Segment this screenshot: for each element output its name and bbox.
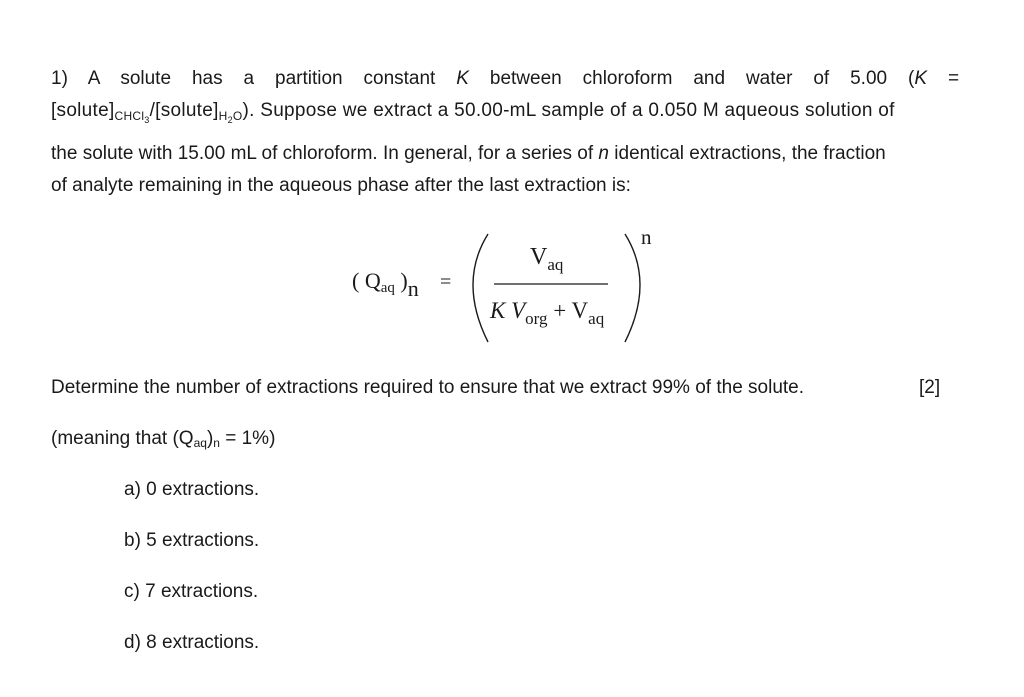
line1-word: (K bbox=[908, 68, 928, 89]
question-line-2: $[solute]_{CHCl_3}/[solute]_{H_2O}$). Suppose we extract a 50.00-mL sample of a 0.050 M aqueous solution of bbox=[51, 100, 895, 125]
line1-word: A bbox=[87, 68, 100, 89]
line1-word: = bbox=[947, 68, 960, 89]
formula-right-paren bbox=[625, 234, 640, 342]
line1-word: constant bbox=[363, 68, 436, 89]
extraction-formula bbox=[340, 222, 670, 352]
line1-word: water bbox=[745, 68, 793, 89]
option-d[interactable]: d) 8 extractions. bbox=[124, 632, 260, 653]
line1-word: chloroform bbox=[582, 68, 673, 89]
line1-word: has bbox=[191, 68, 223, 89]
formula-equals: = bbox=[440, 271, 452, 293]
line1-word: of bbox=[813, 68, 830, 89]
formula-exponent: n bbox=[641, 225, 652, 249]
option-b[interactable]: b) 5 extractions. bbox=[124, 530, 260, 551]
line1-word: 1) bbox=[51, 68, 68, 89]
line1-word: between bbox=[489, 68, 562, 89]
line1-word: solute bbox=[120, 68, 172, 89]
line1-word: 5.00 bbox=[850, 68, 888, 89]
prompt-text: Determine the number of extractions required to ensure that we extract 99% of the solute. bbox=[51, 377, 805, 398]
formula-numerator: $V_{aq}$ bbox=[530, 244, 564, 274]
question-line-1 bbox=[51, 63, 959, 95]
question-line-3: the solute with 15.00 mL of chloroform. In general, for a series of n identical extractions, the fraction bbox=[51, 143, 886, 164]
line1-word: and bbox=[693, 68, 726, 89]
formula-lhs: ( Qaq )n bbox=[352, 268, 419, 301]
meaning-note: (meaning that (Qaq)n = 1%) bbox=[51, 428, 276, 450]
option-a[interactable]: a) 0 extractions. bbox=[124, 479, 260, 500]
formula-denominator: K $V_{org} + V_{aq}$ bbox=[490, 298, 605, 328]
question-line-4: of analyte remaining in the aqueous phase after the last extraction is: bbox=[51, 175, 631, 196]
formula-left-paren bbox=[473, 234, 488, 342]
line1-word: K bbox=[456, 68, 469, 89]
question-paragraph bbox=[51, 63, 959, 202]
line1-word: a partition bbox=[243, 68, 343, 89]
option-c[interactable]: c) 7 extractions. bbox=[124, 581, 259, 602]
marks-badge: [2] bbox=[919, 377, 941, 398]
